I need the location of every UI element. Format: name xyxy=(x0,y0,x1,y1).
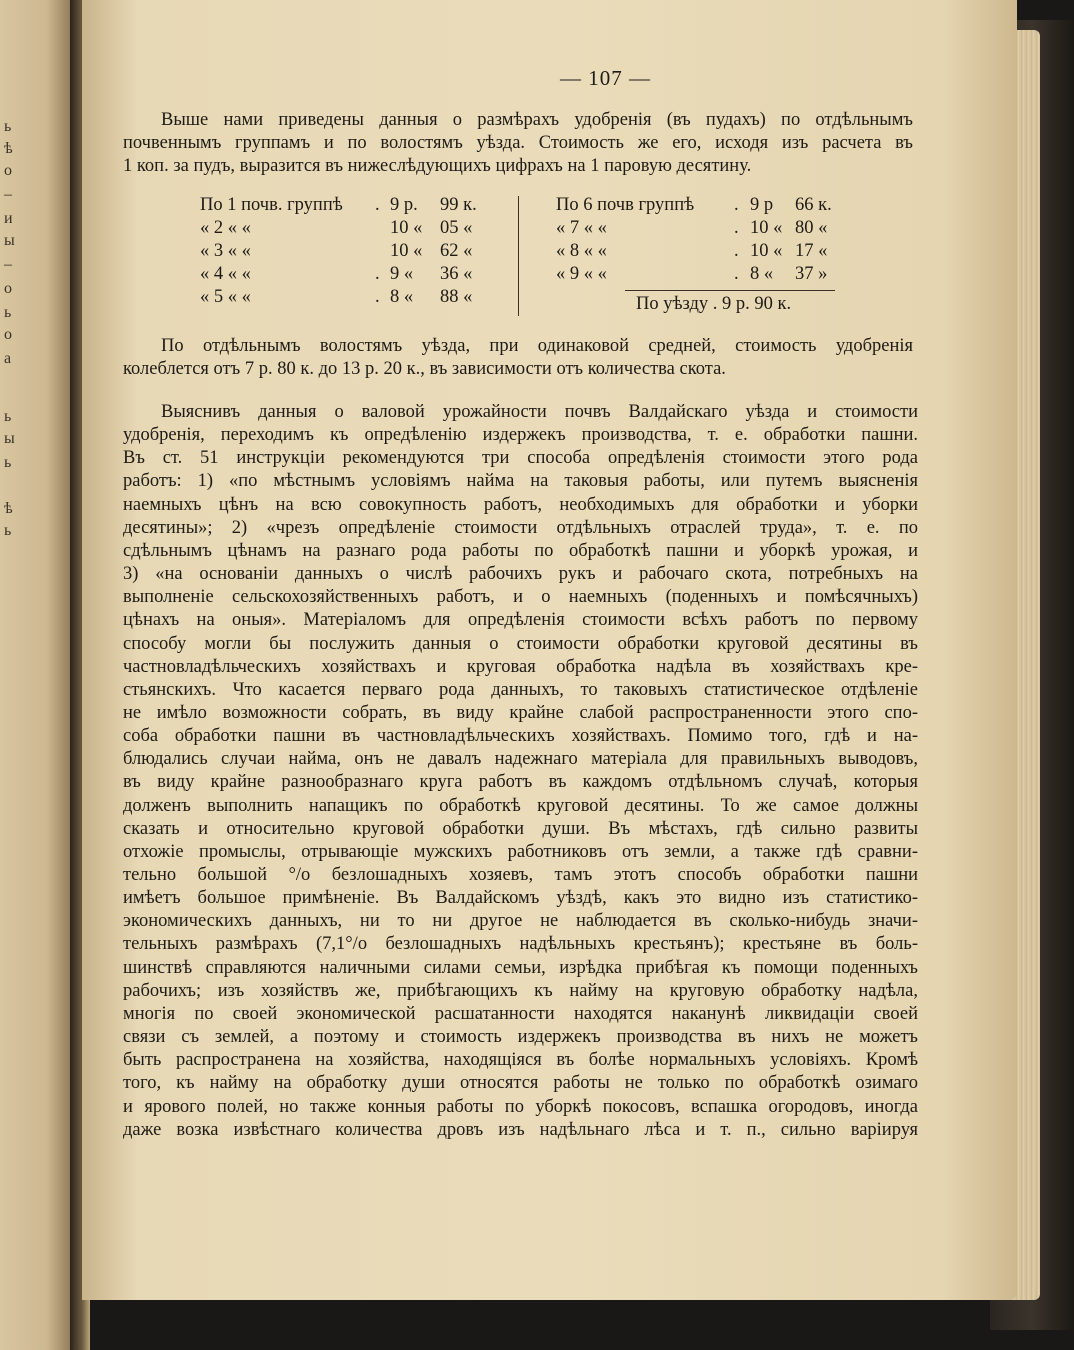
table-cell: . xyxy=(734,218,739,238)
page-number: — 107 — xyxy=(560,66,651,90)
left-page-glyph: ы xyxy=(4,430,15,447)
left-page-glyph: а xyxy=(4,350,12,367)
text-line: наемныхъ цѣнъ на всю совокупность работъ, необходимыхъ для обработки и уборки xyxy=(123,494,918,515)
left-page-glyph: о xyxy=(4,162,12,179)
text-line: тельныхъ размѣрахъ (7,1°/о безлошадныхъ надѣльныхъ крестьянъ); крестьяне въ боль- xyxy=(123,934,918,955)
text-line: почвеннымъ группамъ и по волостямъ уѣзда. Стоимость же его, исходя изъ расчета въ xyxy=(123,133,913,153)
left-page-glyph: ь xyxy=(4,304,12,321)
left-page-glyph: ь xyxy=(4,408,12,425)
left-page-glyph: ь xyxy=(4,522,12,539)
table-cell: « 4 « « xyxy=(200,264,251,284)
text-line: и ярового полей, но также конныя работы по уборкѣ покосовъ, вспашка огородовъ, иногда xyxy=(123,1096,918,1117)
table-cell: 99 к. xyxy=(440,195,477,215)
table-cell: . xyxy=(734,195,739,215)
text-line: десятины»; 2) «чрезъ опредѣленіе стоимости отдѣльныхъ отраслей труда», т. е. по xyxy=(123,517,918,538)
text-line: блюдались случаи найма, онъ не давалъ надежнаго матеріала для правильныхъ выводовъ, xyxy=(123,749,918,770)
text-line: даже возка извѣстнаго количества дровъ изъ надѣльнаго лѣса и т. п., сильно варіируя xyxy=(123,1119,918,1140)
text-line: рабочихъ; изъ хозяйствъ же, прибѣгающихъ къ найму на круговую обработку надѣла, xyxy=(123,980,918,1001)
text-line: многія по своей экономической расшатанности находятся наканунѣ ликвидаціи своей xyxy=(123,1003,918,1024)
text-line: экономическихъ данныхъ, ни то ни другое не наблюдается въ сколько-нибудь значи- xyxy=(123,911,918,932)
text-line: способу могли бы послужить данныя о стоимости обработки круговой десятины въ xyxy=(123,633,918,654)
table-cell: 9 р xyxy=(750,195,774,215)
text-line: не имѣло возможности собрать, въ виду крайне слабой распространенности этого спо- xyxy=(123,702,918,723)
table-cell: « 3 « « xyxy=(200,241,251,261)
table-cell: 36 « xyxy=(440,264,473,284)
table-cell: « 2 « « xyxy=(200,218,251,238)
text-line: Выяснивъ данныя о валовой урожайности почвъ Валдайскаго уѣзда и стоимости xyxy=(161,402,918,422)
table-cell: 10 « xyxy=(390,241,423,261)
table-cell: 88 « xyxy=(440,287,473,307)
left-page-glyph: – xyxy=(4,256,12,273)
text-line: соба обработки пашни въ частновладѣльческихъ хозяйствахъ. Помимо того, гдѣ и на- xyxy=(123,726,918,747)
left-page-glyph: – xyxy=(4,186,12,203)
left-page-glyph: ь xyxy=(4,118,12,135)
left-page-glyph: о xyxy=(4,280,12,297)
table-cell: 10 « xyxy=(750,241,783,261)
table-cell: По 1 почв. группѣ xyxy=(200,195,343,215)
text-line: колеблется отъ 7 р. 80 к. до 13 р. 20 к., въ зависимости отъ количества скота. xyxy=(123,359,726,379)
table-cell: 8 « xyxy=(750,264,774,284)
table-cell: . xyxy=(375,287,380,307)
text-line: удобренія, переходимъ къ опредѣленію издержекъ производства, т. е. обработки пашни. xyxy=(123,425,918,446)
left-page-glyph: ѣ xyxy=(4,140,13,157)
text-line: стьянскихъ. Что касается перваго рода данныхъ, то таковыхъ статистическое отдѣленіе xyxy=(123,679,918,700)
table-cell: 10 « xyxy=(750,218,783,238)
table-cell: По 6 почв группѣ xyxy=(556,195,695,215)
text-line: выполненіе сельскохозяйственныхъ работъ, и о наемныхъ (поденныхъ и помѣсячныхъ) xyxy=(123,587,918,608)
left-page-glyph: о xyxy=(4,326,12,343)
table-cell: 66 к. xyxy=(795,195,832,215)
table-cell: 37 » xyxy=(795,264,828,284)
table-cell: « 8 « « xyxy=(556,241,607,261)
text-line: тельно большой °/о безлошадныхъ хозяевъ, тамъ этотъ способъ обработки пашни xyxy=(123,865,918,885)
text-line: сдѣльнымъ цѣнамъ на разнаго рода работы по обработкѣ пашни и уборкѣ урожая, и xyxy=(123,540,918,561)
text-line: работъ: 1) «по мѣстнымъ условіямъ найма на таковыя работы, или путемъ выясненія xyxy=(123,471,918,492)
table-cell: 10 « xyxy=(390,218,423,238)
table-cell: . xyxy=(375,195,380,215)
table-cell: По уѣзду . 9 р. 90 к. xyxy=(636,294,792,314)
table-cell: 05 « xyxy=(440,218,473,238)
left-page-glyph: ь xyxy=(4,454,12,471)
text-line: сказать и относительно круговой обработки души. Въ мѣстахъ, гдѣ сильно развиты xyxy=(123,818,918,839)
table-cell: 80 « xyxy=(795,218,828,238)
text-line: долженъ выполнить напащикъ по обработкѣ круговой десятины. То же самое должны xyxy=(123,795,918,816)
table-cell: « 9 « « xyxy=(556,264,607,284)
left-page-glyph: ѣ xyxy=(4,500,13,517)
table-cell: 8 « xyxy=(390,287,414,307)
text-line: отхожіе промыслы, отрывающіе мужскихъ работниковъ отъ земли, а также гдѣ сравни- xyxy=(123,841,918,862)
table-cell: 62 « xyxy=(440,241,473,261)
text-line: того, къ найму на обработку души относятся работы не только по обработкѣ озимаго xyxy=(123,1073,918,1094)
text-line: Въ ст. 51 инструкціи рекомендуются три способа опредѣленія стоимости этого рода xyxy=(123,448,918,469)
left-page-fragment xyxy=(0,0,78,1350)
table-cell: . xyxy=(375,264,380,284)
total-rule xyxy=(625,290,835,291)
table-cell: 9 « xyxy=(390,264,414,284)
text-line: имѣетъ большое примѣненіе. Въ Валдайскомъ уѣздѣ, какъ это видно изъ статистико- xyxy=(123,888,918,909)
text-line: цѣнахъ на оныя». Матеріаломъ для опредѣленія стоимости всѣхъ работъ по первому xyxy=(123,610,918,631)
left-page-glyph: ы xyxy=(4,232,15,249)
text-line: 1 коп. за пудъ, выразится въ нижеслѣдующихъ цифрахъ на 1 паровую десятину. xyxy=(123,156,752,176)
table-cell: « 5 « « xyxy=(200,287,251,307)
text-line: въ виду крайне разнообразнаго круга работъ въ каждомъ отдѣльномъ случаѣ, которыя xyxy=(123,772,918,793)
text-line: быть распространена на хозяйства, находящіяся въ болѣе нормальныхъ условіяхъ. Кромѣ xyxy=(123,1050,918,1071)
text-line: По отдѣльнымъ волостямъ уѣзда, при одинаковой средней, стоимость удобренія xyxy=(161,336,913,356)
text-line: шинствѣ справляются наличными силами семьи, изрѣдка прибѣгая къ помощи поденныхъ xyxy=(123,957,918,978)
table-cell: . xyxy=(734,241,739,261)
table-divider xyxy=(518,196,519,316)
table-cell: « 7 « « xyxy=(556,218,607,238)
text-line: Выше нами приведены данныя о размѣрахъ удобренія (въ пудахъ) по отдѣльнымъ xyxy=(161,110,913,130)
text-line: 3) «на основаніи данныхъ о числѣ рабочихъ рукъ и рабочаго скота, потребныхъ на xyxy=(123,564,918,585)
table-cell: 17 « xyxy=(795,241,828,261)
table-cell: . xyxy=(734,264,739,284)
table-cell: 9 р. xyxy=(390,195,418,215)
text-line: связи съ землей, а поэтому и стоимость издержекъ производства въ нихъ не можетъ xyxy=(123,1027,918,1048)
text-line: частновладѣльческихъ хозяйствахъ и круговая обработка надѣла въ хозяйствахъ кре- xyxy=(123,656,918,677)
left-page-glyph: и xyxy=(4,210,13,227)
